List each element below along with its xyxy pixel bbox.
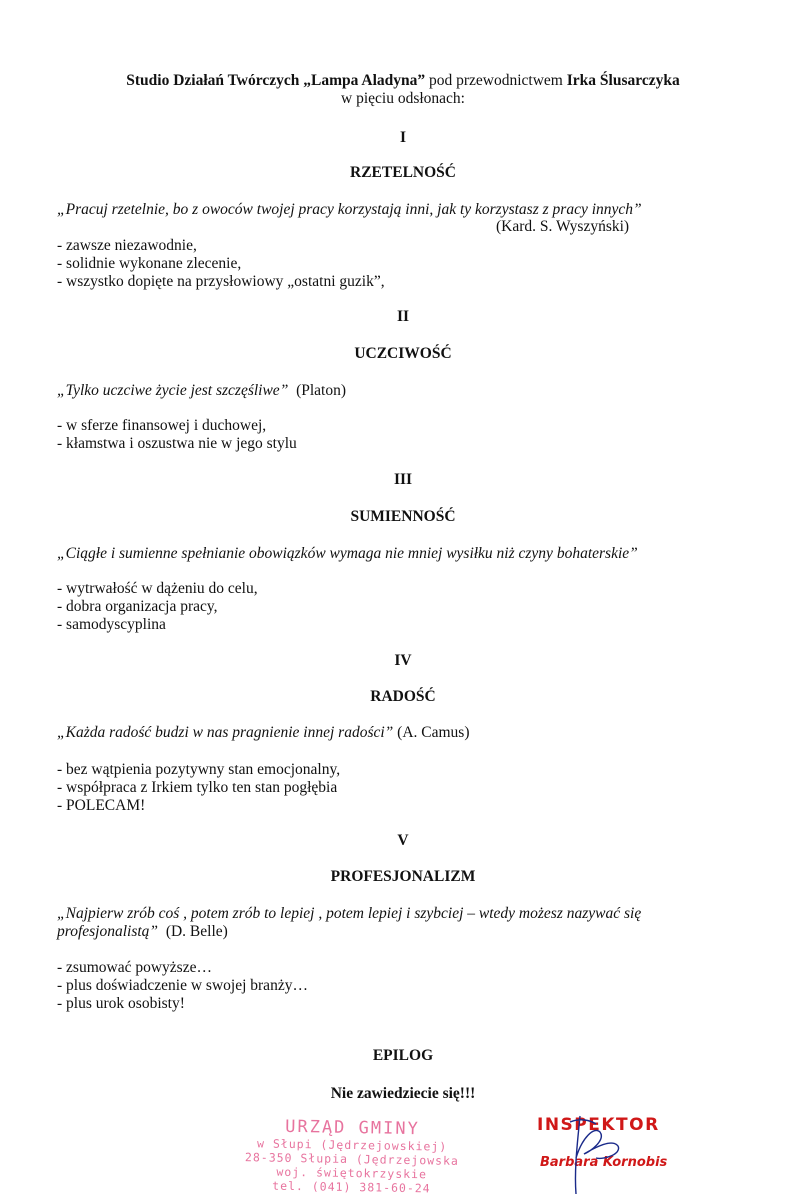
section-3-bullet-1: - wytrwałość w dążeniu do celu, — [57, 580, 258, 597]
section-5-quote-end: profesjonalistą” — [57, 923, 159, 940]
heading-connector: pod przewodnictwem — [425, 72, 567, 89]
section-5-bullet-3: - plus urok osobisty! — [57, 995, 185, 1012]
section-2-attribution: (Platon) — [296, 382, 346, 399]
section-3-title: SUMIENNOŚĆ — [350, 508, 456, 525]
section-5-numeral: V — [397, 832, 409, 849]
section-2-title: UCZCIWOŚĆ — [354, 345, 452, 362]
section-4-quote-line — [57, 724, 470, 742]
section-4-quote: „Każda radość budzi w nas pragnienie innej radości” — [57, 724, 394, 741]
section-5-title: PROFESJONALIZM — [330, 868, 476, 885]
section-4-attribution: (A. Camus) — [397, 724, 470, 741]
section-4-bullet-3: - POLECAM! — [57, 797, 146, 814]
heading-subtitle: w pięciu odsłonach: — [341, 90, 465, 107]
section-2-numeral: II — [396, 308, 410, 325]
stamp-line-2: w Słupi (Jędrzejowskiej) — [256, 1136, 448, 1154]
section-2-quote-line — [57, 382, 346, 400]
section-5-quote-line-2 — [57, 923, 228, 941]
section-4-numeral: IV — [394, 652, 412, 669]
section-3-bullet-3: - samodyscyplina — [57, 616, 166, 633]
stamp-line-1: URZĄD GMINY — [285, 1116, 420, 1140]
section-1-title: RZETELNOŚĆ — [350, 164, 456, 181]
section-3-numeral: III — [393, 471, 413, 488]
section-3-bullet-2: - dobra organizacja pracy, — [57, 598, 218, 615]
document-heading — [0, 72, 806, 90]
section-5-quote-line-1: „Najpierw zrób coś , potem zrób to lepiej , potem lepiej i szybciej – wtedy możesz nazywać się — [57, 905, 642, 922]
section-1-bullet-1: - zawsze niezawodnie, — [57, 237, 197, 254]
section-2-quote: „Tylko uczciwe życie jest szczęśliwe” — [57, 382, 289, 399]
section-1-quote: „Pracuj rzetelnie, bo z owoców twojej pracy korzystają inni, jak ty korzystasz z pracy innych” — [57, 201, 642, 218]
section-1-attribution: (Kard. S. Wyszyński) — [496, 218, 630, 235]
section-1-numeral: I — [399, 129, 407, 146]
section-2-bullet-2: - kłamstwa i oszustwa nie w jego stylu — [57, 435, 297, 452]
section-5-bullet-1: - zsumować powyższe… — [57, 959, 212, 976]
inspector-title: INSPEKTOR — [537, 1115, 660, 1135]
section-3-quote: „Ciągłe i sumienne spełnianie obowiązków wymaga nie mniej wysiłku niż czyny bohaterskie” — [57, 545, 638, 562]
epilog-text: Nie zawiedziecie się!!! — [330, 1085, 476, 1102]
epilog-title: EPILOG — [372, 1047, 434, 1064]
section-5-attribution: (D. Belle) — [165, 923, 228, 940]
section-1-bullet-2: - solidnie wykonane zlecenie, — [57, 255, 242, 272]
heading-studio-name: Studio Działań Twórczych „Lampa Aladyna” — [126, 72, 426, 89]
office-stamp — [221, 1116, 482, 1197]
section-1-bullet-3: - wszystko dopięte na przysłowiowy „ostatni guzik”, — [57, 273, 385, 290]
section-5-bullet-2: - plus doświadczenie w swojej branży… — [57, 977, 308, 994]
section-2-bullet-1: - w sferze finansowej i duchowej, — [57, 417, 267, 434]
stamp-line-3: 28-350 Słupia (Jędrzejowska — [244, 1150, 460, 1168]
inspector-name: Barbara Kornobis — [540, 1155, 668, 1170]
section-4-bullet-2: - współpraca z Irkiem tylko ten stan pogłębia — [57, 779, 338, 796]
stamp-line-5: tel. (041) 381-60-24 — [272, 1178, 431, 1196]
heading-leader-name: Irka Ślusarczyka — [566, 72, 680, 89]
handwritten-signature-icon — [560, 1108, 630, 1198]
section-4-title: RADOŚĆ — [370, 688, 436, 705]
stamp-line-4: woj. świętokrzyskie — [276, 1164, 428, 1182]
section-4-bullet-1: - bez wątpienia pozytywny stan emocjonalny, — [57, 761, 341, 778]
